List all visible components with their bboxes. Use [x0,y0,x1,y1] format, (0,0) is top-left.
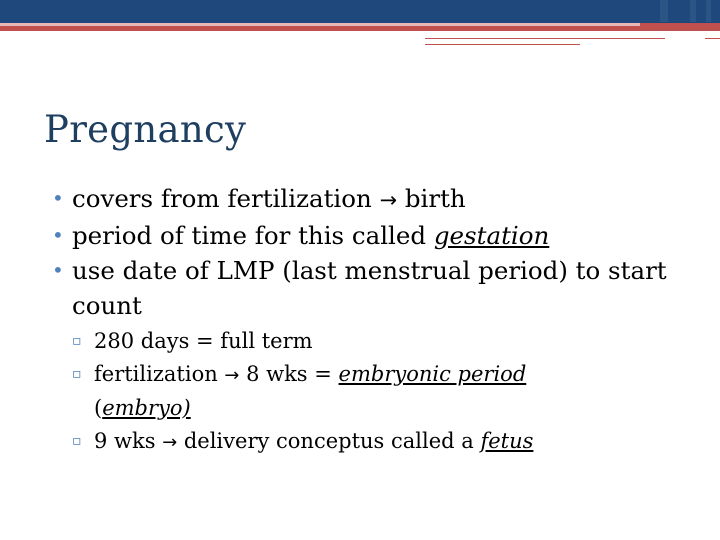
sub-bullet-text: ( [94,396,103,420]
bullet-item [52,253,692,323]
sub-bullet-text: delivery conceptus called a [183,429,474,453]
sub-bullet-item [72,358,692,425]
sub-bullet-list [52,325,692,459]
sub-bullet-marker: ▫ [72,333,82,349]
emphasis-term: gestation [433,221,550,250]
sub-bullet-marker: ▫ [72,366,82,382]
header-bar-segment [690,0,696,22]
bullet-marker: • [52,258,64,282]
arrow-icon: → [162,432,178,453]
slide-title: Pregnancy [44,108,247,151]
sub-bullet-item [72,425,692,459]
bullet-marker: • [52,186,64,210]
accent-rule [705,38,720,39]
bullet-item [52,181,692,218]
bullet-item [52,218,692,253]
arrow-icon: → [224,365,240,386]
bullet-text: covers from fertilization [72,184,372,213]
sub-bullet-item [72,325,692,358]
sub-bullet-marker: ▫ [72,433,82,449]
sub-bullet-text: 280 days = full term [94,329,313,353]
accent-strip-light [0,23,640,26]
accent-rule [425,38,665,39]
bullet-text: period of time for this called [72,221,427,250]
sub-bullet-text: fertilization [94,362,218,386]
bullet-text: birth [404,184,466,213]
slide-content [52,181,692,459]
sub-bullet-text: 9 wks [94,429,156,453]
sub-bullet-text: 8 wks = [246,362,332,386]
header-bar-segment [706,0,711,22]
emphasis-term: fetus [480,429,534,453]
header-bar-segment [660,0,668,22]
emphasis-term: embryonic period [338,362,527,386]
header-bar [0,0,720,23]
bullet-text: use date of LMP (last menstrual period) to start count [72,256,667,320]
bullet-marker: • [52,223,64,247]
arrow-icon: → [379,188,398,212]
accent-rule [425,44,580,45]
emphasis-term: embryo) [102,396,191,420]
